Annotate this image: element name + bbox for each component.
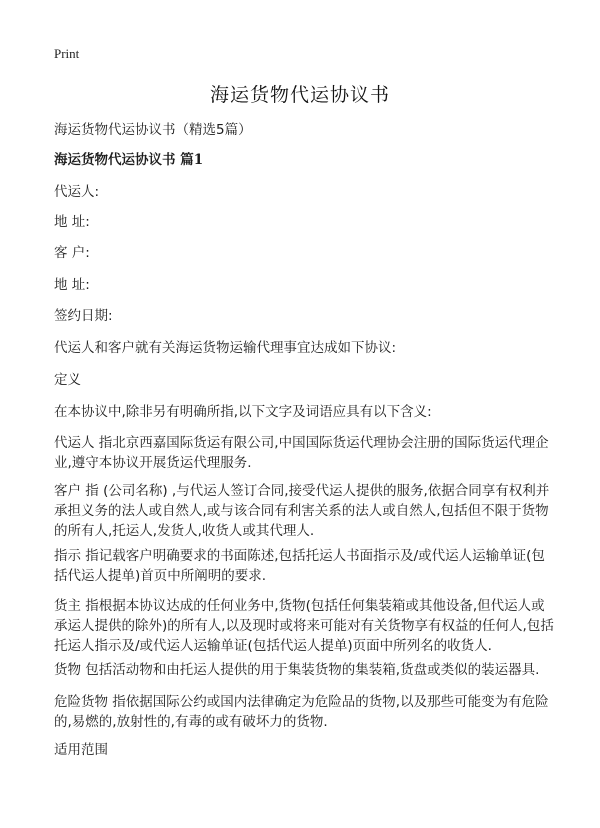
paragraph-def-agent: 代运人 指北京西嘉国际货运有限公司,中国国际货运代理协会注册的国际货运代理企业,遵守本协议开展货运代理服务. [54, 435, 549, 471]
field-agent-address: 地 址: [54, 214, 90, 230]
paragraph-def-customer: 客户 指 (公司名称) ,与代运人签订合同,接受代运人提供的服务,依据合同享有权利并承担义务的法人或自然人,或与该合同有利害关系的法人或自然人,包括但不限于货物的所有人,托运人,发货人,收货人或其代理人. [54, 483, 550, 539]
section-heading: 海运货物代运协议书 篇1 [54, 152, 204, 168]
document-subtitle: 海运货物代运协议书（精选5篇） [54, 122, 252, 138]
paragraph-def-goods: 货物 包括活动物和由托运人提供的用于集装货物的集装箱,货盘或类似的装运器具. [54, 662, 540, 678]
paragraph-agreement-intro: 代运人和客户就有关海运货物运输代理事宜达成如下协议: [54, 340, 397, 356]
field-agent: 代运人: [54, 184, 100, 200]
paragraph-def-instruction: 指示 指记载客户明确要求的书面陈述,包括托运人书面指示及/或代运人运输单证(包括代运人提单)首页中所阐明的要求. [54, 548, 545, 584]
field-sign-date: 签约日期: [54, 308, 113, 324]
document-title: 海运货物代运协议书 [209, 84, 390, 106]
heading-scope: 适用范围 [54, 742, 108, 758]
print-label[interactable]: Print [54, 46, 80, 61]
field-customer: 客 户: [54, 245, 90, 261]
field-customer-address: 地 址: [54, 277, 90, 293]
paragraph-def-owner: 货主 指根据本协议达成的任何业务中,货物(包括任何集装箱或其他设备,但代运人或承运人提供的除外)的所有人,以及现时或将来可能对有关货物享有权益的任何人,包括托运人指示及/或代运人运输单证(包括代运人提单)页面中所列名的收货人. [54, 598, 554, 654]
heading-definitions: 定义 [54, 372, 81, 388]
paragraph-def-dangerous-goods: 危险货物 指依据国际公约或国内法律确定为危险品的货物,以及那些可能变为有危险的,易燃的,放射性的,有毒的或有破坏力的货物. [54, 694, 549, 730]
paragraph-definitions-intro: 在本协议中,除非另有明确所指,以下文字及词语应具有以下含义: [54, 404, 432, 420]
